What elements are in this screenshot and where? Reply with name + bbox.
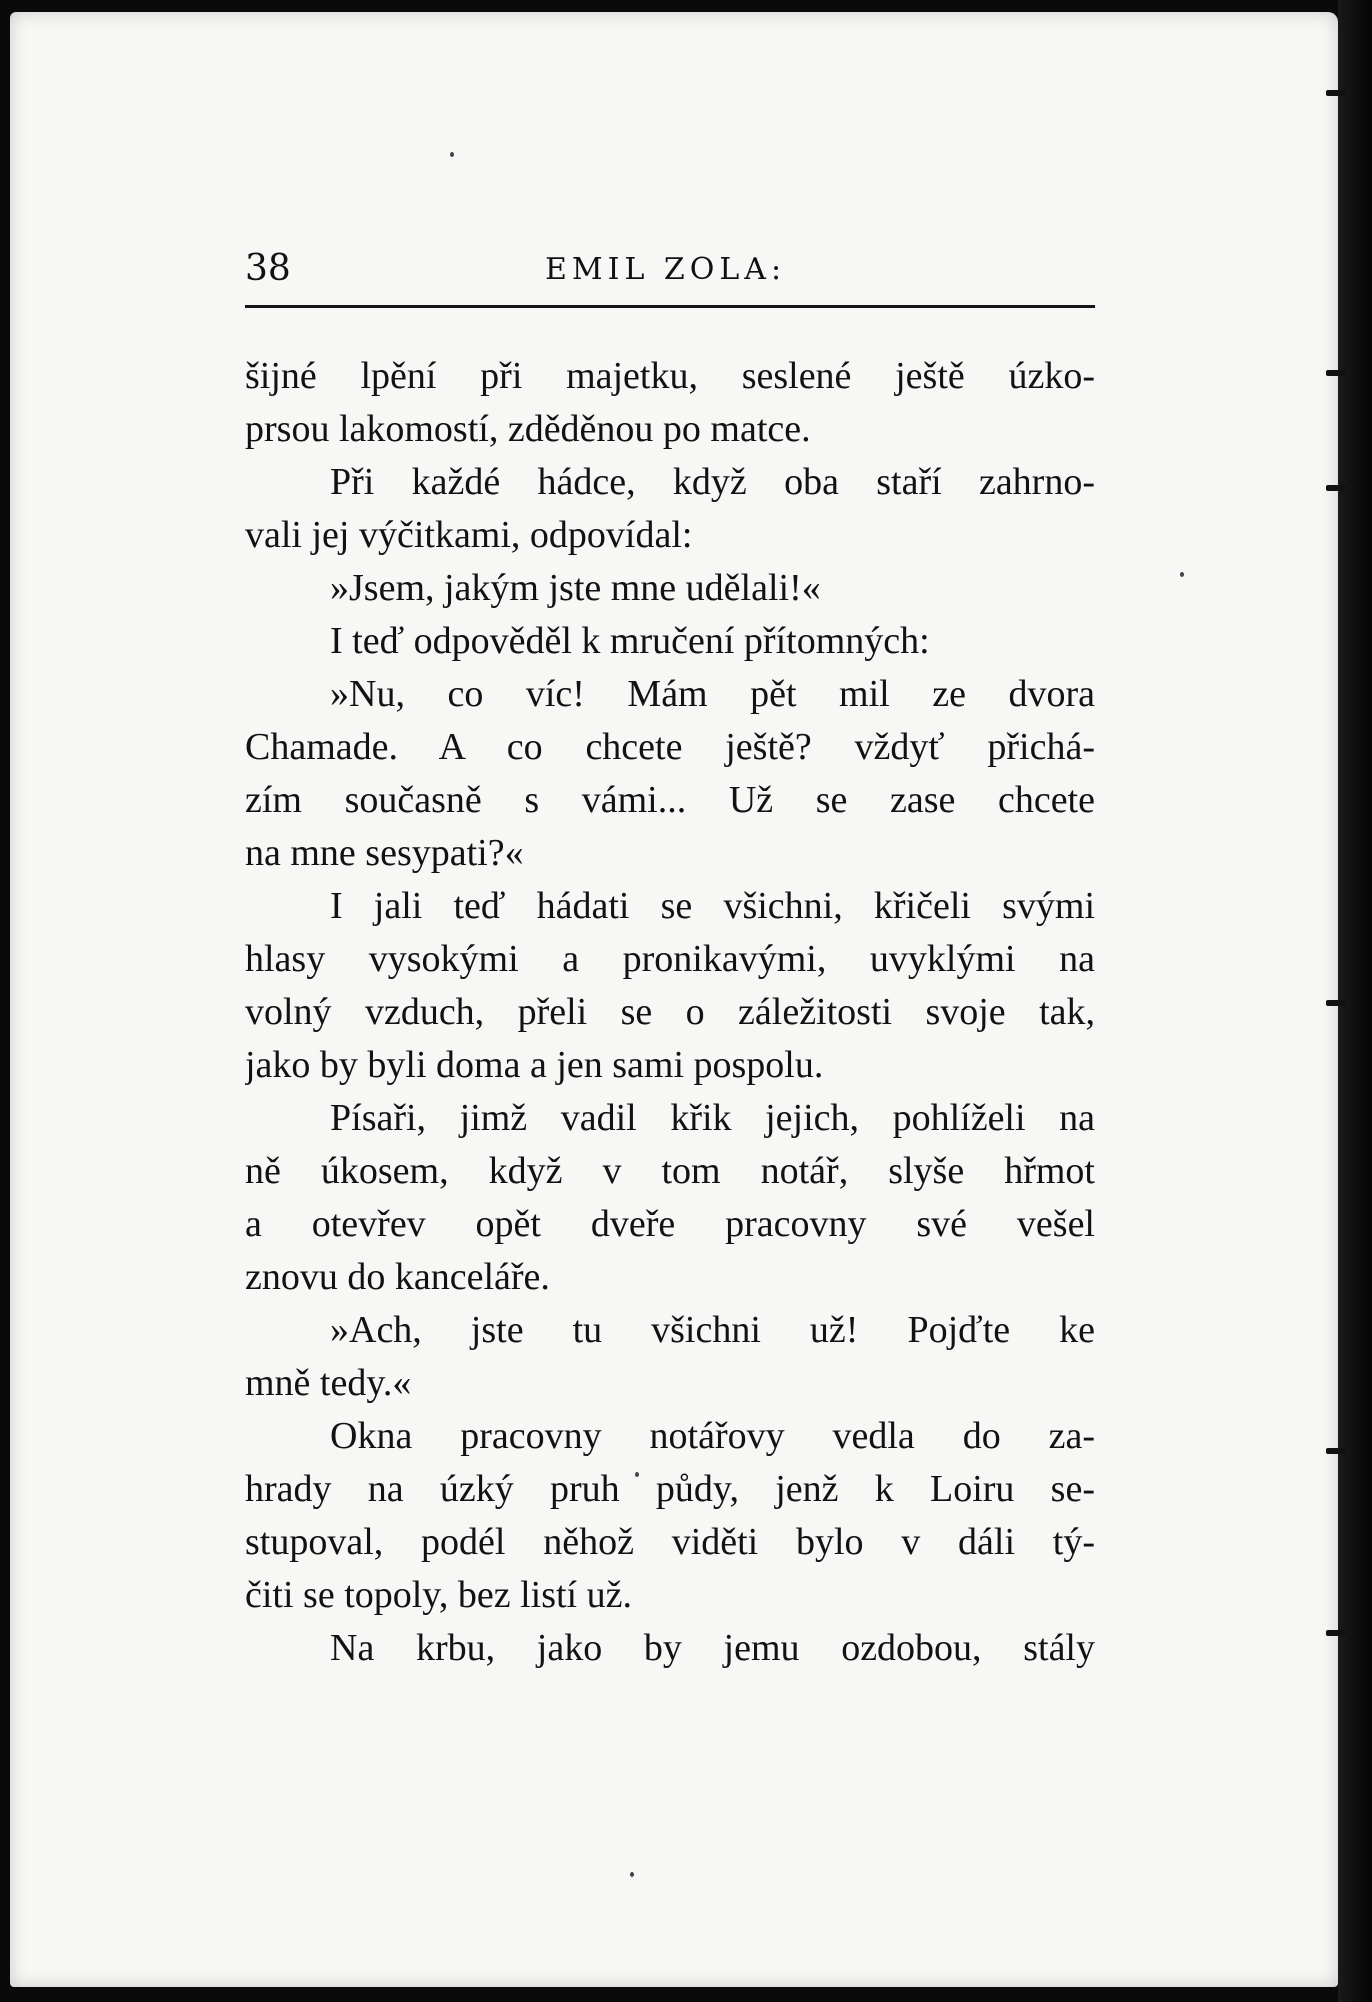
- header-rule: [245, 305, 1095, 308]
- text-line: Při každé hádce, když oba staří zahrno-: [330, 461, 1095, 503]
- text-line: I jali teď hádati se všichni, křičeli svými: [330, 885, 1095, 927]
- edge-mark: [1326, 485, 1346, 491]
- text-line: znovu do kanceláře.: [245, 1256, 550, 1298]
- edge-mark: [1326, 1630, 1346, 1636]
- text-line: čiti se topoly, bez listí už.: [245, 1574, 632, 1616]
- text-line: Písaři, jimž vadil křik jejich, pohlíželi na: [330, 1097, 1095, 1139]
- edge-mark: [1326, 1448, 1346, 1454]
- text-line: mně tedy.«: [245, 1362, 412, 1404]
- edge-mark: [1326, 90, 1346, 96]
- text-line: »Ach, jste tu všichni už! Pojďte ke: [330, 1309, 1095, 1351]
- text-line: »Nu, co víc! Mám pět mil ze dvora: [330, 673, 1095, 715]
- text-line: zím současně s vámi... Už se zase chcete: [245, 779, 1095, 821]
- text-line: a otevřev opět dveře pracovny své vešel: [245, 1203, 1095, 1245]
- edge-mark: [1326, 1000, 1346, 1006]
- print-speck: [630, 1872, 634, 1877]
- text-line: volný vzduch, přeli se o záležitosti svoje tak,: [245, 991, 1095, 1033]
- text-line: jako by byli doma a jen sami pospolu.: [245, 1044, 824, 1086]
- text-line: prsou lakomostí, zděděnou po matce.: [245, 408, 811, 450]
- text-line: stupoval, podél něhož viděti bylo v dáli tý-: [245, 1521, 1095, 1563]
- print-speck: [1180, 572, 1184, 577]
- text-line: Okna pracovny notářovy vedla do za-: [330, 1415, 1095, 1457]
- text-line: šijné lpění při majetku, seslené ještě úzko-: [245, 355, 1095, 397]
- running-head: EMIL ZOLA:: [545, 252, 787, 287]
- text-line: Chamade. A co chcete ještě? vždyť přichá-: [245, 726, 1095, 768]
- text-line: ně úkosem, když v tom notář, slyše hřmot: [245, 1150, 1095, 1192]
- page-header: [245, 248, 1095, 304]
- edge-mark: [1326, 370, 1346, 376]
- text-line: hrady na úzký pruh půdy, jenž k Loiru se-: [245, 1468, 1095, 1510]
- text-line: »Jsem, jakým jste mne udělali!«: [330, 567, 821, 609]
- print-speck: [450, 152, 454, 157]
- body-text: [245, 350, 1095, 1675]
- text-line: I teď odpověděl k mručení přítomných:: [330, 620, 930, 662]
- text-line: vali jej výčitkami, odpovídal:: [245, 514, 693, 556]
- page-number: 38: [245, 248, 291, 289]
- text-line: na mne sesypati?«: [245, 832, 524, 874]
- text-line: hlasy vysokými a pronikavými, uvyklými na: [245, 938, 1095, 980]
- text-line: Na krbu, jako by jemu ozdobou, stály: [330, 1627, 1095, 1669]
